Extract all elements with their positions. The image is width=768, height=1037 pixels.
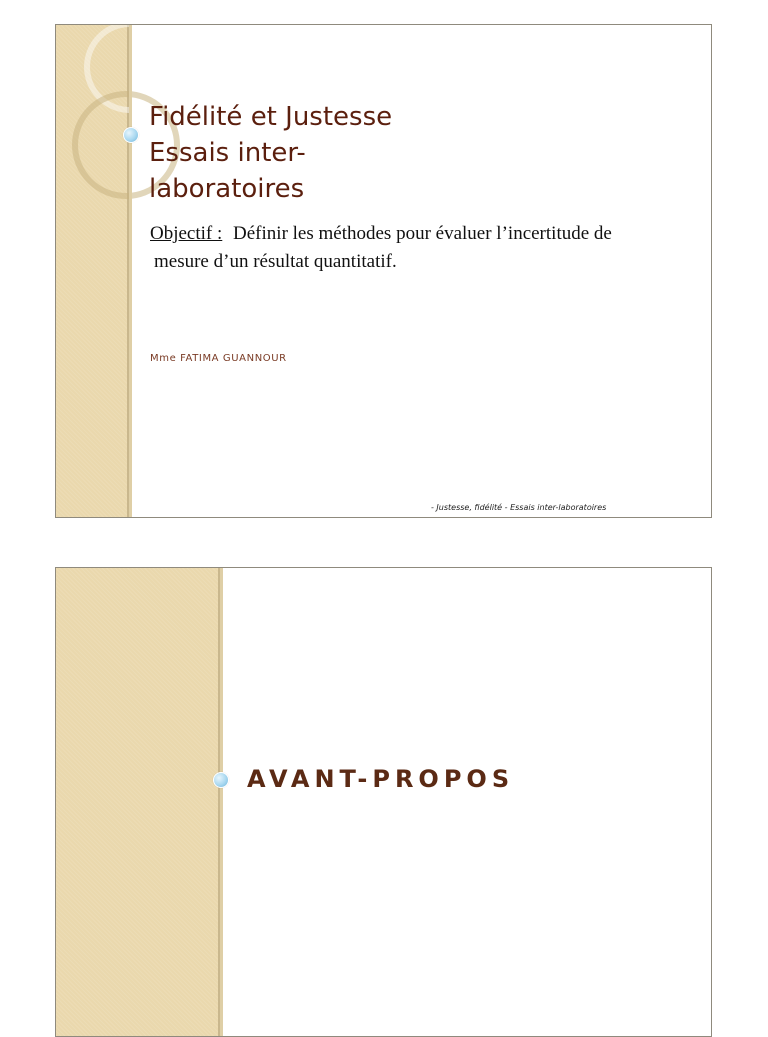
objective-text: Définir les méthodes pour évaluer l’incertitude de [233,223,612,244]
bullet-icon [123,127,139,143]
objective-text: mesure d’un résultat quantitatif. [154,251,397,272]
slide-footer: - Justesse, fidélité - Essais inter-laboratoires [431,503,607,512]
title-line: laboratoires [149,174,305,204]
section-heading: AVANT-PROPOS [247,765,515,793]
decorative-band [56,568,220,1036]
author-name: Mme FATIMA GUANNOUR [150,353,287,364]
decorative-band [56,25,129,517]
slide-2 [55,567,712,1037]
title-line: Fidélité et Justesse [149,102,393,132]
bullet-icon [213,772,229,788]
slide-1 [55,24,712,518]
objective-paragraph [150,220,706,276]
title-line: Essais inter- [149,138,306,168]
slide-title [149,99,392,207]
objective-label: Objectif : [150,223,223,244]
